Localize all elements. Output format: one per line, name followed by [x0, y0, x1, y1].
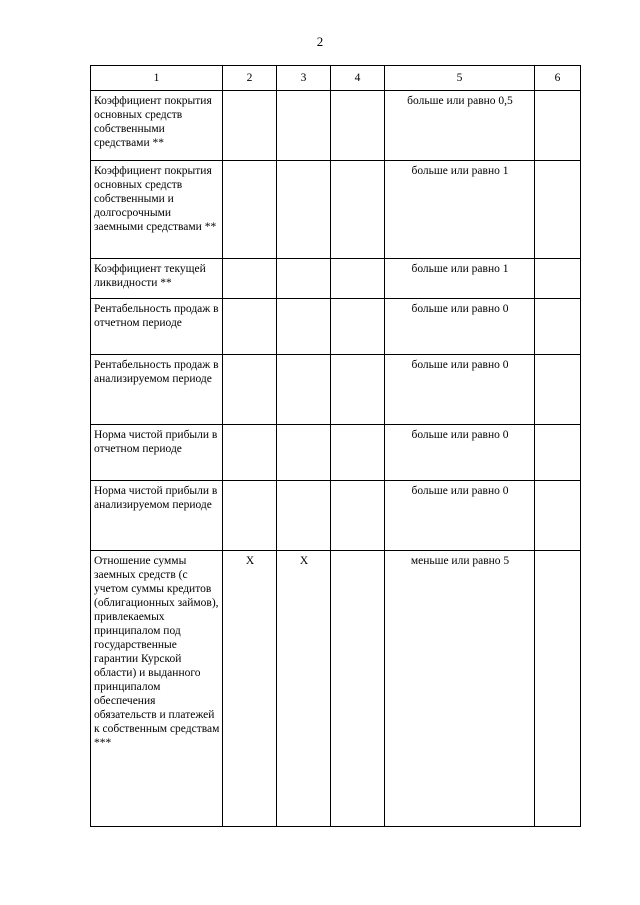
- cell-col2: [223, 161, 277, 259]
- criterion-value: больше или равно 1: [385, 161, 535, 259]
- table-row: [91, 161, 581, 259]
- column-header: 5: [385, 66, 535, 91]
- indicator-name: Коэффициент текущей ликвидности **: [91, 259, 223, 299]
- cell-col3: [277, 91, 331, 161]
- cell-col3: [277, 355, 331, 425]
- table-row: [91, 299, 581, 355]
- column-header: 4: [331, 66, 385, 91]
- column-header: 1: [91, 66, 223, 91]
- cell-col2: [223, 425, 277, 481]
- cell-col2: [223, 299, 277, 355]
- indicator-name: Коэффициент покрытия основных средств собственными средствами **: [91, 91, 223, 161]
- page-number: 2: [316, 34, 324, 49]
- cell-col6: [535, 91, 581, 161]
- criterion-value: больше или равно 0: [385, 299, 535, 355]
- criterion-value: меньше или равно 5: [385, 551, 535, 827]
- cell-col2: [223, 355, 277, 425]
- cell-col6: [535, 425, 581, 481]
- indicator-name: Отношение суммы заемных средств (с учетом суммы кредитов (облигационных займов), привлекаемых принципалом под государственные гарантии Курской области) и выданного принципалом обеспечения обязательств и платежей к собственным средствам ***: [91, 551, 223, 827]
- cell-col3: [277, 299, 331, 355]
- table-row: [91, 551, 581, 827]
- cell-col6: [535, 259, 581, 299]
- indicator-name: Норма чистой прибыли в отчетном периоде: [91, 425, 223, 481]
- cell-col3: [277, 161, 331, 259]
- criteria-table: [90, 65, 581, 827]
- cell-col6: [535, 481, 581, 551]
- criterion-value: больше или равно 0: [385, 355, 535, 425]
- cell-col2: [223, 91, 277, 161]
- cell-col3: Х: [277, 551, 331, 827]
- cell-col4: [331, 481, 385, 551]
- table-row: [91, 355, 581, 425]
- cell-col2: Х: [223, 551, 277, 827]
- indicator-name: Коэффициент покрытия основных средств собственными и долгосрочными заемными средствами **: [91, 161, 223, 259]
- cell-col2: [223, 481, 277, 551]
- cell-col2: [223, 259, 277, 299]
- header-row: [91, 66, 581, 91]
- cell-col3: [277, 259, 331, 299]
- cell-col4: [331, 551, 385, 827]
- cell-col4: [331, 91, 385, 161]
- cell-col3: [277, 481, 331, 551]
- criterion-value: больше или равно 0,5: [385, 91, 535, 161]
- table-row: [91, 425, 581, 481]
- cell-col4: [331, 259, 385, 299]
- cell-col6: [535, 551, 581, 827]
- cell-col4: [331, 355, 385, 425]
- indicator-name: Рентабельность продаж в отчетном периоде: [91, 299, 223, 355]
- cell-col4: [331, 161, 385, 259]
- table-row: [91, 481, 581, 551]
- table-row: [91, 259, 581, 299]
- cell-col6: [535, 355, 581, 425]
- criterion-value: больше или равно 0: [385, 425, 535, 481]
- column-header: 6: [535, 66, 581, 91]
- indicator-name: Норма чистой прибыли в анализируемом периоде: [91, 481, 223, 551]
- cell-col3: [277, 425, 331, 481]
- indicator-name: Рентабельность продаж в анализируемом периоде: [91, 355, 223, 425]
- table-row: [91, 91, 581, 161]
- cell-col6: [535, 161, 581, 259]
- cell-col6: [535, 299, 581, 355]
- criterion-value: больше или равно 0: [385, 481, 535, 551]
- column-header: 3: [277, 66, 331, 91]
- cell-col4: [331, 425, 385, 481]
- column-header: 2: [223, 66, 277, 91]
- cell-col4: [331, 299, 385, 355]
- criterion-value: больше или равно 1: [385, 259, 535, 299]
